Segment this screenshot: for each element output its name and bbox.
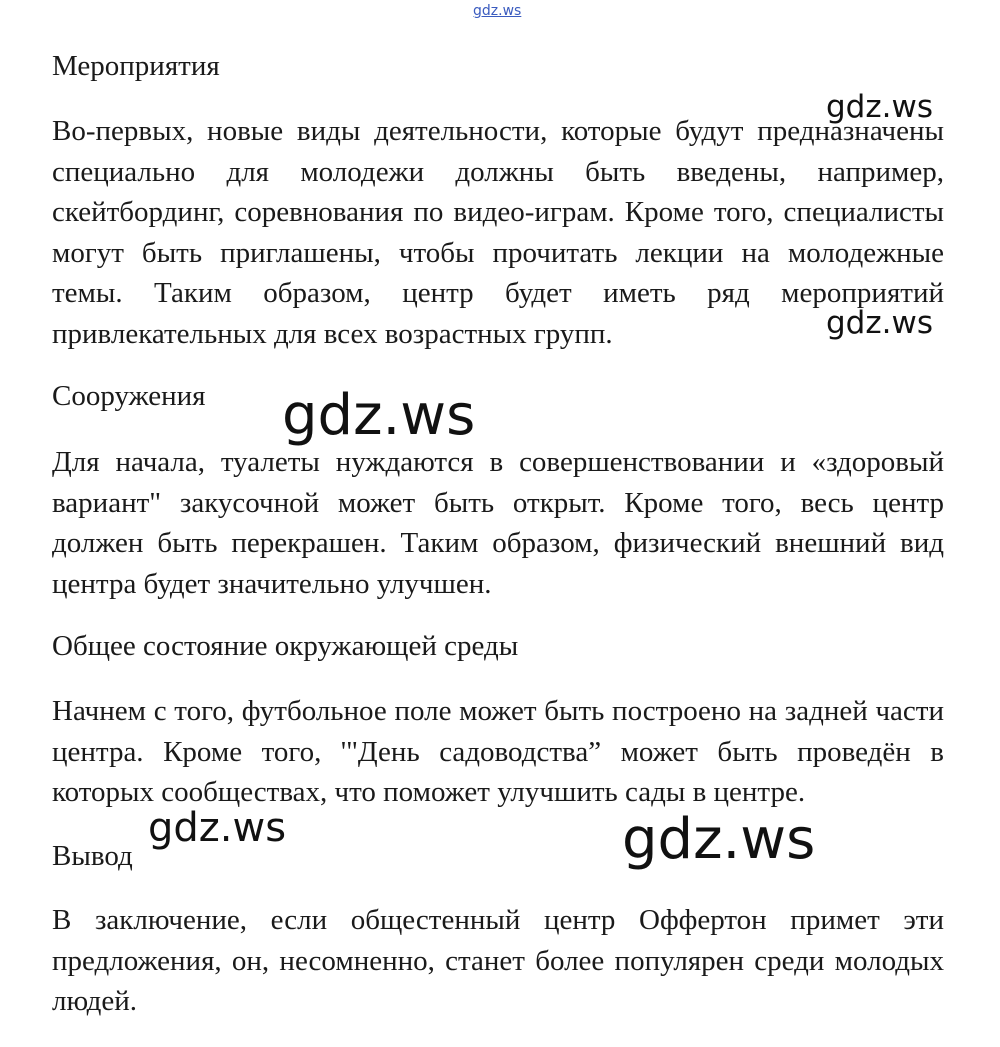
watermark-logo: gdz.ws [826,305,933,341]
section-text-facilities: Для начала, туалеты нуждаются в совершенствовании и «здоровый вариант" закусочной может быть открыт. Кроме того, весь центр должен быть перекрашен. Таким образом, физический внешний вид центра будет значительно улучшен. [52,446,944,600]
watermark-top-link[interactable]: gdz.ws [473,3,522,19]
watermark-logo: gdz.ws [148,805,287,851]
watermark-logo: gdz.ws [622,807,816,872]
section-heading-conclusion: Вывод [52,840,133,872]
section-heading-events: Мероприятия [52,50,220,82]
section-text-environment: Начнем с того, футбольное поле может быть построено на задней части центра. Кроме того, '"День садоводства” может быть проведён в которых сообществах, что поможет улучшить сады в центре. [52,695,944,808]
section-heading-facilities: Сооружения [52,380,206,412]
watermark-logo: gdz.ws [282,383,476,448]
watermark-logo: gdz.ws [826,89,933,125]
section-text-conclusion: В заключение, если общестенный центр Оффертон примет эти предложения, он, несомненно, станет более популярен среди молодых людей. [52,904,944,1017]
section-text-events: Во-первых, новые виды деятельности, которые будут предназначены специально для молодежи должны быть введены, например, скейтбординг, соревнования по видео-играм. Кроме того, специалисты могут быть приглашены, чтобы прочитать лекции на молодежные темы. Таким образом, центр будет иметь ряд мероприятий привлекательных для всех возрастных групп. [52,115,944,350]
section-heading-environment: Общее состояние окружающей среды [52,630,519,662]
